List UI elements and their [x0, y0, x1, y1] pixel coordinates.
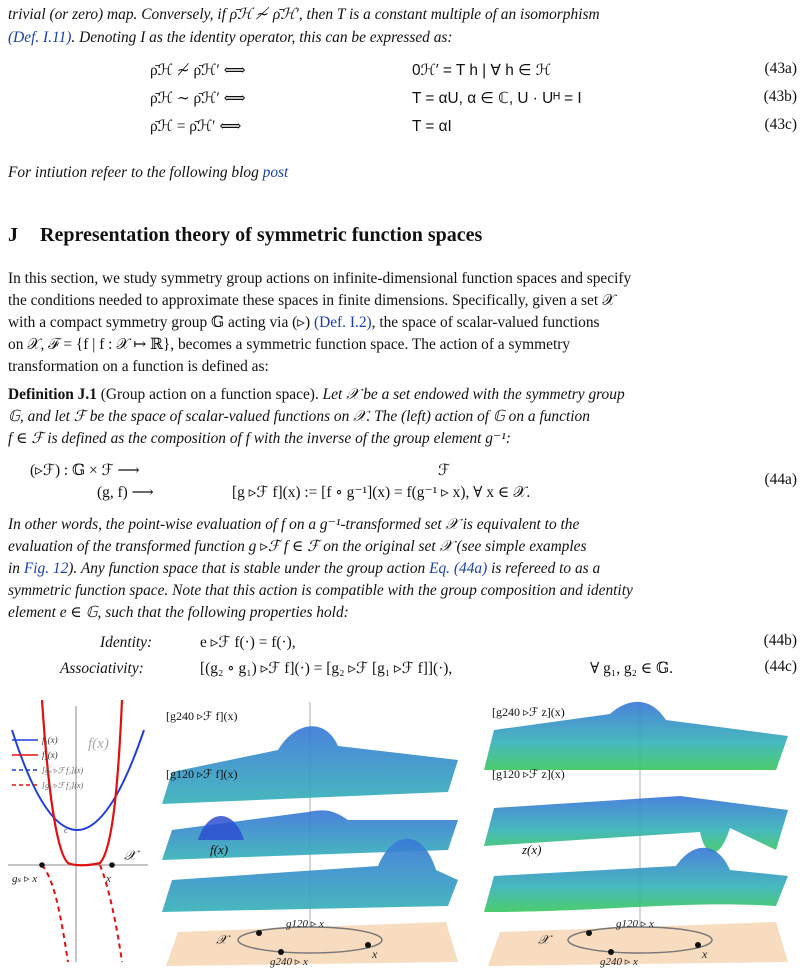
eq43a-number: (43a): [764, 60, 797, 77]
para1-line-3: [8, 312, 798, 335]
gs-f2-curve: [42, 865, 68, 962]
g120x-label-2: g120 ▹ x: [616, 918, 654, 930]
panel3-label-g240: [g240 ▹ℱ z](x): [492, 705, 565, 719]
eq44b-label: Identity:: [100, 634, 153, 651]
figure-panel-1d: [8, 700, 156, 970]
eq43a-lhs: ρ̄ℋ ≁ ρ̄ℋ′ ⟺: [150, 62, 246, 79]
panel3-label-z: z(x): [522, 842, 542, 857]
para1-line-1: In this section, we study symmetry group actions on infinite-dimensional function spaces and specify: [8, 270, 632, 287]
eq43b-rhs: T = αU, α ∈ ℂ, U · Uᴴ = I: [412, 90, 582, 107]
definition-line-3: f ∈ ℱ is defined as the composition of f with the inverse of the group element g⁻¹:: [8, 430, 511, 447]
para1-line-3a: with a compact symmetry group 𝔾 acting via (▹): [8, 314, 314, 331]
eq44b-expr: e ▹ℱ f(·) = f(·),: [200, 634, 296, 651]
intuition-text: For intiution refeer to the following blog: [8, 164, 263, 181]
eq44a-row1-left: (▹ℱ) : 𝔾 × ℱ ⟶: [30, 462, 140, 479]
section-heading: [8, 224, 482, 247]
definition-label: Definition J.1: [8, 386, 97, 403]
eq44b-number: (44b): [763, 632, 797, 649]
eq43c-rhs: T = αI: [412, 118, 452, 135]
para2-line-5: element e ∈ 𝔾, such that the following properties hold:: [8, 604, 349, 621]
g120x-label: g120 ▹ x: [286, 918, 324, 930]
legend-f1: f₁(x): [42, 735, 58, 745]
para2-line-2: evaluation of the transformed function g ▹ℱ f ∈ ℱ on the original set 𝒳 (see simple examples: [8, 538, 587, 555]
gs-f2-curve-right: [100, 865, 122, 962]
g240x-label: g240 ▹ x: [270, 956, 308, 968]
para2-line-3c: is refereed to as a: [487, 560, 601, 577]
eq44a-number: (44a): [764, 471, 797, 488]
fx-label: f(x): [88, 736, 109, 752]
para2-line-3a: in: [8, 560, 24, 577]
x-set-3d: 𝒳: [216, 932, 228, 947]
legend-f2: f₂(x): [42, 750, 58, 760]
x-point: [109, 862, 115, 868]
para1-line-3b: , the space of scalar-valued functions: [371, 314, 600, 331]
def-i11-link[interactable]: (Def. I.11): [8, 29, 72, 46]
section-number: J: [8, 224, 18, 246]
surface-g120-peak: [198, 816, 244, 840]
f1-curve: [12, 730, 144, 830]
intuition-note: [8, 162, 798, 185]
eq44a-row1-right: ℱ: [438, 462, 451, 479]
g240-point: [278, 949, 284, 955]
para1-line-5: transformation on a function is defined as:: [8, 358, 269, 375]
eq43b-number: (43b): [763, 88, 797, 105]
panel2-label-g240: [g240 ▹ℱ f](x): [166, 709, 238, 723]
intro-line-1: trivial (or zero) map. Conversely, if ρ̄ℋ ≁ ρ̄ℋ′, then T is a constant multiple of an isomorphism: [8, 6, 600, 23]
para1-line-4: on 𝒳, ℱ = {f | f : 𝒳 ↦ ℝ}, becomes a symmetric function space. The action of a symmetry: [8, 336, 571, 353]
eq44c-expr: [(g₂ ∘ g₁) ▹ℱ f](·) = [g₂ ▹ℱ [g₁ ▹ℱ f]](·),: [200, 660, 453, 677]
eq44c-label: Associativity:: [60, 660, 144, 677]
para1-line-2: the conditions needed to approximate these spaces in finite dimensions. Specifically, given a set 𝒳: [8, 292, 616, 309]
g120-point-2: [586, 930, 592, 936]
definition-name: (Group action on a function space).: [96, 386, 319, 403]
g120-point: [256, 930, 262, 936]
x-label-3d: x: [372, 947, 378, 961]
definition-line-2: 𝔾, and let ℱ be the space of scalar-valued functions on 𝒳. The (left) action of 𝔾 on a function: [8, 408, 590, 425]
def-i2-link[interactable]: (Def. I.2): [313, 314, 372, 331]
legend-gs-f1: [gₛ ▹ℱ f₁](x): [42, 766, 84, 775]
g240-point-2: [608, 949, 614, 955]
eq44c-number: (44c): [764, 658, 797, 675]
x-point-label: x: [106, 873, 111, 885]
eq44a-link[interactable]: Eq. (44a): [429, 560, 488, 577]
panel2-label-f: f(x): [210, 842, 229, 857]
surface-z: [484, 848, 788, 912]
definition-text-1: Let 𝒳 be a set endowed with the symmetry group: [318, 386, 625, 403]
section-title: Representation theory of symmetric function spaces: [40, 224, 483, 246]
figure-panel-surfaces-z: [480, 700, 800, 970]
fig12-link[interactable]: Fig. 12: [23, 560, 69, 577]
eq43c-lhs: ρ̄ℋ = ρ̄ℋ′ ⟺: [150, 118, 242, 135]
para2-line-4: symmetric function space. Note that this action is compatible with the group composition and identity: [8, 582, 633, 599]
panel2-label-g120: [g120 ▹ℱ f](x): [166, 767, 238, 781]
intro-line-2-text: . Denoting I as the identity operator, this can be expressed as:: [71, 29, 453, 46]
legend-gs-f2: [gₛ ▹ℱ f₂](x): [42, 781, 84, 790]
x-point-3d-2: [695, 942, 701, 948]
blog-post-link[interactable]: post: [262, 164, 289, 181]
panel3-label-g120: [g120 ▹ℱ z](x): [492, 767, 565, 781]
para2-line-1: In other words, the point-wise evaluation of f on a g⁻¹-transformed set 𝒳 is equivalent to the: [8, 516, 580, 533]
intro-line-2: [8, 27, 798, 50]
g240x-label-2: g240 ▹ x: [600, 956, 638, 968]
gs-x-label: gₛ ▹ x: [12, 873, 38, 885]
definition-line-1: [8, 384, 798, 407]
figure-panel-surfaces-f: [158, 700, 474, 970]
eq44c-condition: ∀ g₁, g₂ ∈ 𝔾.: [590, 660, 674, 677]
eq44a-row2-left: (g, f) ⟶: [97, 484, 154, 501]
x-point-3d: [365, 942, 371, 948]
gs-x-point: [39, 862, 45, 868]
eq43b-lhs: ρ̄ℋ ∼ ρ̄ℋ′ ⟺: [150, 90, 246, 107]
x-label-3d-2: x: [702, 947, 708, 961]
eq43c-number: (43c): [764, 116, 797, 133]
eq43a-rhs: 0ℋ′ = T h | ∀ h ∈ ℋ: [412, 62, 551, 79]
x-set-3d-2: 𝒳: [538, 932, 550, 947]
x-set-label: 𝒳: [124, 849, 137, 864]
surface-g240: [162, 726, 458, 804]
para2-line-3b: ). Any function space that is stable under the group action: [68, 560, 430, 577]
para2-line-3: [8, 558, 798, 581]
c-label: c: [64, 826, 68, 835]
eq44a-row2-right: [g ▹ℱ f](x) := [f ∘ g⁻¹](x) = f(g⁻¹ ▹ x), ∀ x ∈ 𝒳.: [232, 484, 531, 501]
